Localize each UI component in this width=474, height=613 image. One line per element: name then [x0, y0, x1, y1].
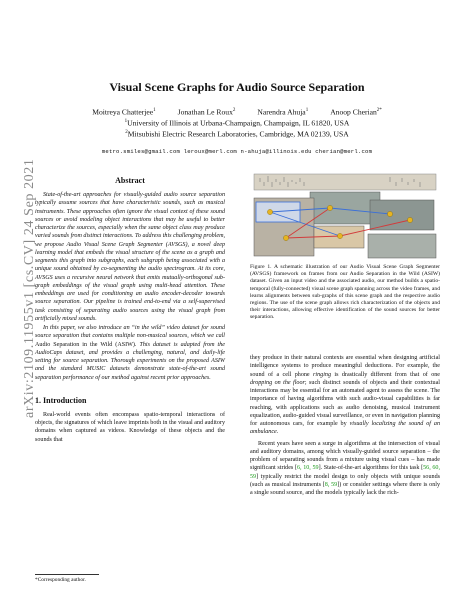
author: Jonathan Le Roux$^2$: [177, 107, 236, 117]
body-paragraph: Recent years have seen a surge in algorithms at the intersection of visual and auditory domains, among which visually-guided source separation – the problem of separating sounds from a mixture using visual cues – has made significant strides [6, 10, 59]. State-of-the-art algorithms for this task [56, 60, 59] typically restrict the model design to only objects with unique sounds (such as musical instruments [8, 59]) or consider settings where there is only a single sound source, and the models typically lack the rich-: [250, 440, 441, 496]
subgraph-region: [256, 202, 300, 222]
author-row: [40, 106, 434, 117]
footnote-rule: [35, 574, 99, 575]
figure-1: [250, 172, 440, 262]
right-column-body: [250, 354, 440, 497]
abstract-heading: Abstract: [115, 176, 145, 185]
abstract-paragraph: State-of-the-art approaches for visually-guided audio source separation typically assume sources that have characteristic sounds, such as musical instruments. These approaches often ignore the visual context of these sound sources or avoid modeling object interactions that may be useful to better characterize the sources, especially when the same object class may produce varied sounds from distinct interactions. To address this challenging problem, we propose Audio Visual Scene Graph Segmenter (AVSGS), a novel deep learning model that embeds the visual structure of the scene as a graph and segments this graph into subgraphs, each subgraph being associated with a unique sound obtained by co-segmenting the audio spectrogram. At its core, AVSGS uses a recursive neural network that emits mutually-orthogonal sub-graph embeddings of the visual graph using multi-head attention. These embeddings are used for conditioning an audio encoder-decoder towards source separation. Our pipeline is trained end-to-end via a self-supervised task consisting of separating audio sources using the visual graph from artificially mixed sounds.: [35, 192, 225, 322]
body-paragraph: they produce in their natural contexts are essential when designing artificial intelligence systems to produce meaningful deductions. For example, the sound of a cell phone ringing is drastically different from that of one dropping on the floor; such distinct sounds of objects and their contextual interactions may be essential for an automated agent to assess the scene. The importance of having algorithms with such audio-visual capabilities is far reaching, with applications such as audio denoising, musical instrument equalization, audio-guided visual surveillance, or even in navigation planning for autonomous cars, for example by visually localizing the sound of an ambulance.: [250, 355, 440, 436]
intro-paragraph: Real-world events often encompass spatio-temporal interactions of objects, the signatures of which leave imprints both in the visual and auditory domains when captured as videos. Knowledge of these objects and the sounds that: [35, 411, 225, 443]
author: Narendra Ahuja$^1$: [257, 107, 309, 117]
author: Moitreya Chatterjee$^1$: [92, 107, 156, 117]
video-frame-1: [310, 192, 380, 224]
audio-waveform-strip: [254, 174, 436, 190]
video-frame-5: [368, 234, 436, 258]
affiliation: $^2$Mitsubishi Electric Research Laboratories, Cambridge, MA 02139, USA: [125, 129, 349, 139]
paper-title: Visual Scene Graphs for Audio Source Separation: [109, 80, 365, 94]
left-column: [35, 176, 225, 444]
footnote: *Corresponding author.: [35, 577, 86, 583]
section-heading-introduction: 1. Introduction: [35, 395, 87, 405]
video-frame-2: [370, 200, 434, 230]
author-block: [40, 106, 434, 139]
author: Anoop Cherian$^{2*}$: [330, 107, 382, 117]
citation-link[interactable]: 6, 10, 59: [296, 465, 319, 472]
figure-caption: Figure 1. A schematic illustration of our Audio Visual Scene Graph Segmenter (AVSGS) framework on frames from our Audio Separation in the Wild (ASIW) dataset. Given an input video and the associated audio, our method builds a spatio-temporal (fully-connected) visual scene graph spanning across the video frames, and learns alignments between sub-graphs of this scene graph and the respective audio regions. The use of the scene graph allows rich characterization of the objects and their interactions, allowing effective identification of the sound sources for better separation.: [250, 264, 440, 321]
abstract-body: [35, 191, 225, 382]
citation-link[interactable]: 8, 59: [324, 481, 338, 488]
affiliation: $^1$University of Illinois at Urbana-Champaign, Champaign, IL 61820, USA: [124, 118, 350, 128]
figure-illustration: [250, 172, 440, 262]
author-emails[interactable]: metro.smiles@gmail.com leroux@merl.com n-ahuja@illinois.edu cherian@merl.com: [101, 148, 373, 155]
citation-link[interactable]: 56, 60, 59: [250, 465, 440, 480]
arxiv-identifier[interactable]: arXiv:2109.11955v1 [cs.CV] 24 Sep 2021: [22, 158, 37, 418]
abstract-paragraph: In this paper, we also introduce an “in the wild” video dataset for sound source separation that contains multiple non-musical sources, which we call Audio Separation in the Wild (ASIW). This dataset is adapted from the AudioCaps dataset, and provides a challenging, natural, and daily-life setting for source separation. Thorough experiments on the proposed ASIW and the standard MUSIC datasets demonstrate state-of-the-art sound separation performance of our method against recent prior approaches.: [35, 325, 225, 381]
